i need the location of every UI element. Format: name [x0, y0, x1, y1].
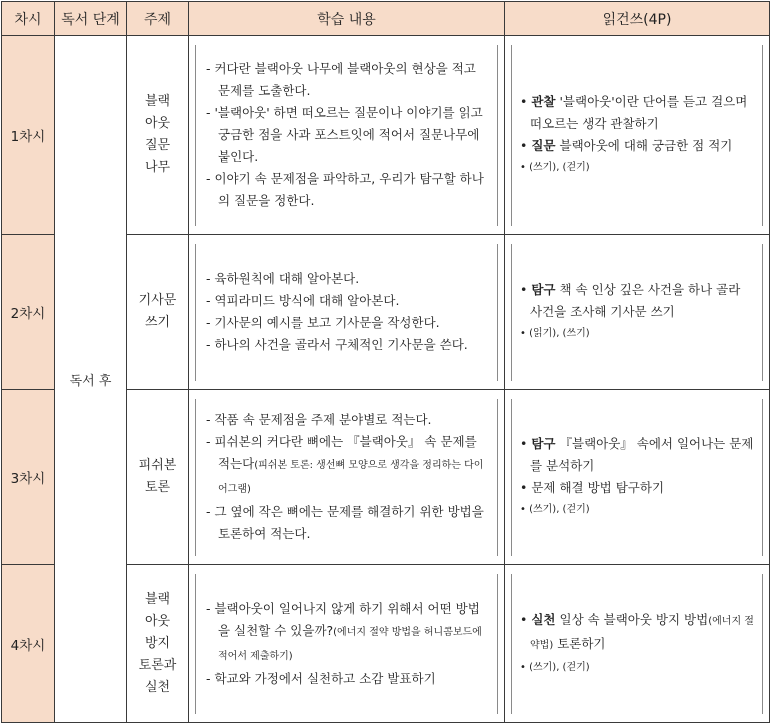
content-item: - 커다란 블랙아웃 나무에 블랙아웃의 현상을 적고 문제를 도출한다. [206, 58, 485, 102]
header-content: 학습 내용 [189, 2, 505, 36]
content-cell [189, 390, 505, 565]
rws-note: • (쓰기), (걷기) [520, 499, 754, 521]
content-item: - '블랙아웃' 하면 떠오르는 질문이나 이야기를 읽고 궁금한 점을 사과 포스트잇에 적어서 질문나무에 붙인다. [206, 102, 485, 168]
rws-note: • (읽기), (쓰기) [520, 323, 754, 345]
content-item: - 그 옆에 작은 뼈에는 문제를 해결하기 위한 방법을 토론하여 적는다. [206, 501, 485, 545]
rws-note: • (쓰기), (걷기) [520, 657, 754, 679]
content-item: - 작품 속 문제점을 주제 분야별로 적는다. [206, 409, 485, 431]
header-stage: 독서 단계 [55, 2, 127, 36]
content-item: - 블랙아웃이 일어나지 않게 하기 위해서 어떤 방법을 실천할 수 있을까?(에너지 절약 방법을 허니콤보드에 적어서 제출하기) [206, 598, 485, 668]
header-row [2, 2, 770, 36]
session-cell: 1차시 [2, 36, 55, 235]
topic-cell: 블랙 아웃 질문 나무 [127, 36, 189, 235]
rws-cell [505, 390, 770, 565]
topic-cell: 피쉬본 토론 [127, 390, 189, 565]
topic-cell: 블랙 아웃 방지 토론과 실천 [127, 565, 189, 723]
rws-cell [505, 36, 770, 235]
session-cell: 2차시 [2, 235, 55, 390]
rws-item: • 질문 블랙아웃에 대해 궁금한 점 적기 [520, 135, 754, 157]
content-cell [189, 565, 505, 723]
content-cell [189, 235, 505, 390]
content-item: - 육하원칙에 대해 알아본다. [206, 268, 485, 290]
content-item: - 피쉬본의 커다란 뼈에는 『블랙아웃』 속 문제를 적는다(피쉬본 토론: 생선뼈 모양으로 생각을 정리하는 다이어그램) [206, 431, 485, 501]
rws-item: • 탐구 책 속 인상 깊은 사건을 하나 골라 사건을 조사해 기사문 쓰기 [520, 279, 754, 323]
rws-item: • 탐구 『블랙아웃』 속에서 일어나는 문제를 분석하기 [520, 433, 754, 477]
rws-cell [505, 565, 770, 723]
topic-cell: 기사문 쓰기 [127, 235, 189, 390]
header-session: 차시 [2, 2, 55, 36]
content-cell [189, 36, 505, 235]
rws-cell [505, 235, 770, 390]
content-item: - 역피라미드 방식에 대해 알아본다. [206, 290, 485, 312]
lesson-plan-table [1, 1, 770, 723]
header-rws: 읽건쓰(4P) [505, 2, 770, 36]
rws-item: • 실천 일상 속 블랙아웃 방지 방법(에너지 절약법) 토론하기 [520, 609, 754, 657]
content-item: - 하나의 사건을 골라서 구체적인 기사문을 쓴다. [206, 334, 485, 356]
table-row [2, 36, 770, 235]
content-item: - 기사문의 예시를 보고 기사문을 작성한다. [206, 312, 485, 334]
rws-item: • 문제 해결 방법 탐구하기 [520, 477, 754, 499]
header-topic: 주제 [127, 2, 189, 36]
session-cell: 3차시 [2, 390, 55, 565]
rws-note: • (쓰기), (걷기) [520, 157, 754, 179]
content-item: - 학교와 가정에서 실천하고 소감 발표하기 [206, 668, 485, 690]
session-cell: 4차시 [2, 565, 55, 723]
rws-item: • 관찰 '블랙아웃'이란 단어를 듣고 걸으며 떠오르는 생각 관찰하기 [520, 91, 754, 135]
stage-cell: 독서 후 [55, 36, 127, 723]
content-item: - 이야기 속 문제점을 파악하고, 우리가 탐구할 하나의 질문을 정한다. [206, 168, 485, 212]
